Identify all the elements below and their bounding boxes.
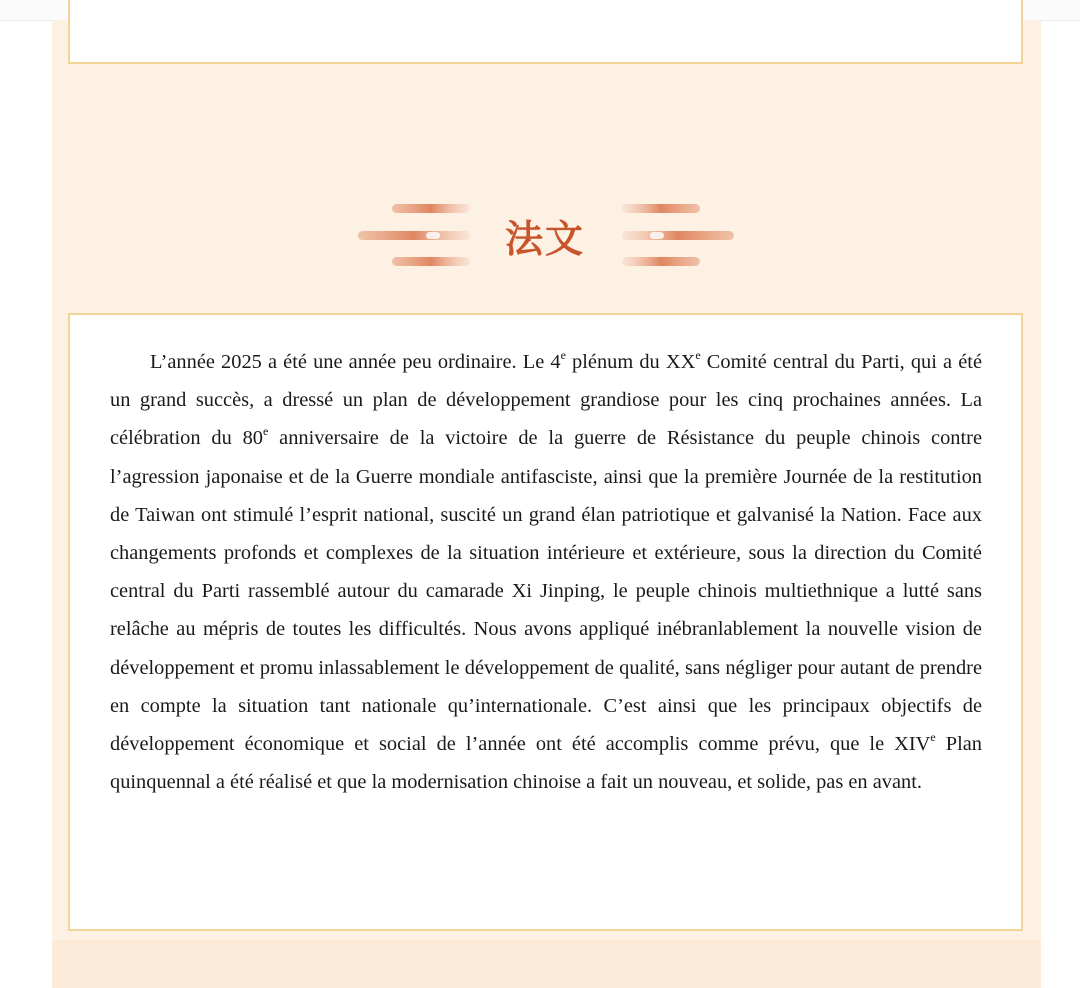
ordinal-superscript: e (560, 348, 566, 362)
section-heading (340, 196, 750, 276)
ordinal-superscript: e (695, 348, 701, 362)
text-run: Comité central du Parti, qui a été un grand succès, a dressé un plan de développement grandiose pour les cinq prochaines années. La célébration du 80 (110, 351, 982, 450)
panel-bottom-band (52, 940, 1041, 988)
text-run: L’année 2025 a été une année peu ordinaire. Le 4 (150, 351, 561, 373)
text-run: plénum du XX (565, 351, 696, 373)
previous-text-box (68, 0, 1023, 64)
section-title: 法文 (504, 217, 585, 261)
ordinal-superscript: e (930, 730, 936, 745)
text-run: anniversaire de la victoire de la guerre de Résistance du peuple chinois contre l’agression japonaise et de la Guerre mondiale antifasciste, ainsi que la première Journée de la restitution de Taiwan ont stimulé l’esprit national, suscité un grand élan patriotique et galvanisé la Nation. Face aux changements profonds et complexes de la situation intérieure et extérieure, sous la direction du Comité central du Parti rassemblé autour du camarade Xi Jinping, le peuple chinois multiethnique a lutté sans relâche au mépris de toutes les difficultés. Nous avons appliqué inébranlablement la nouvelle vision de développement et promu inlassablement le développement de qualité, sans négliger pour autant de prendre en compte la situation tant nationale qu’internationale. C’est ainsi que les principaux objectifs de développement économique et social de l’année ont été accomplis comme prévu, que le XIV (110, 427, 982, 756)
ordinal-superscript: e (263, 424, 269, 439)
text-run: Plan quinquennal a été réalisé et que la modernisation chinoise a fait un nouveau, et solide, pas en avant. (110, 733, 982, 794)
article-paragraph (110, 343, 982, 801)
